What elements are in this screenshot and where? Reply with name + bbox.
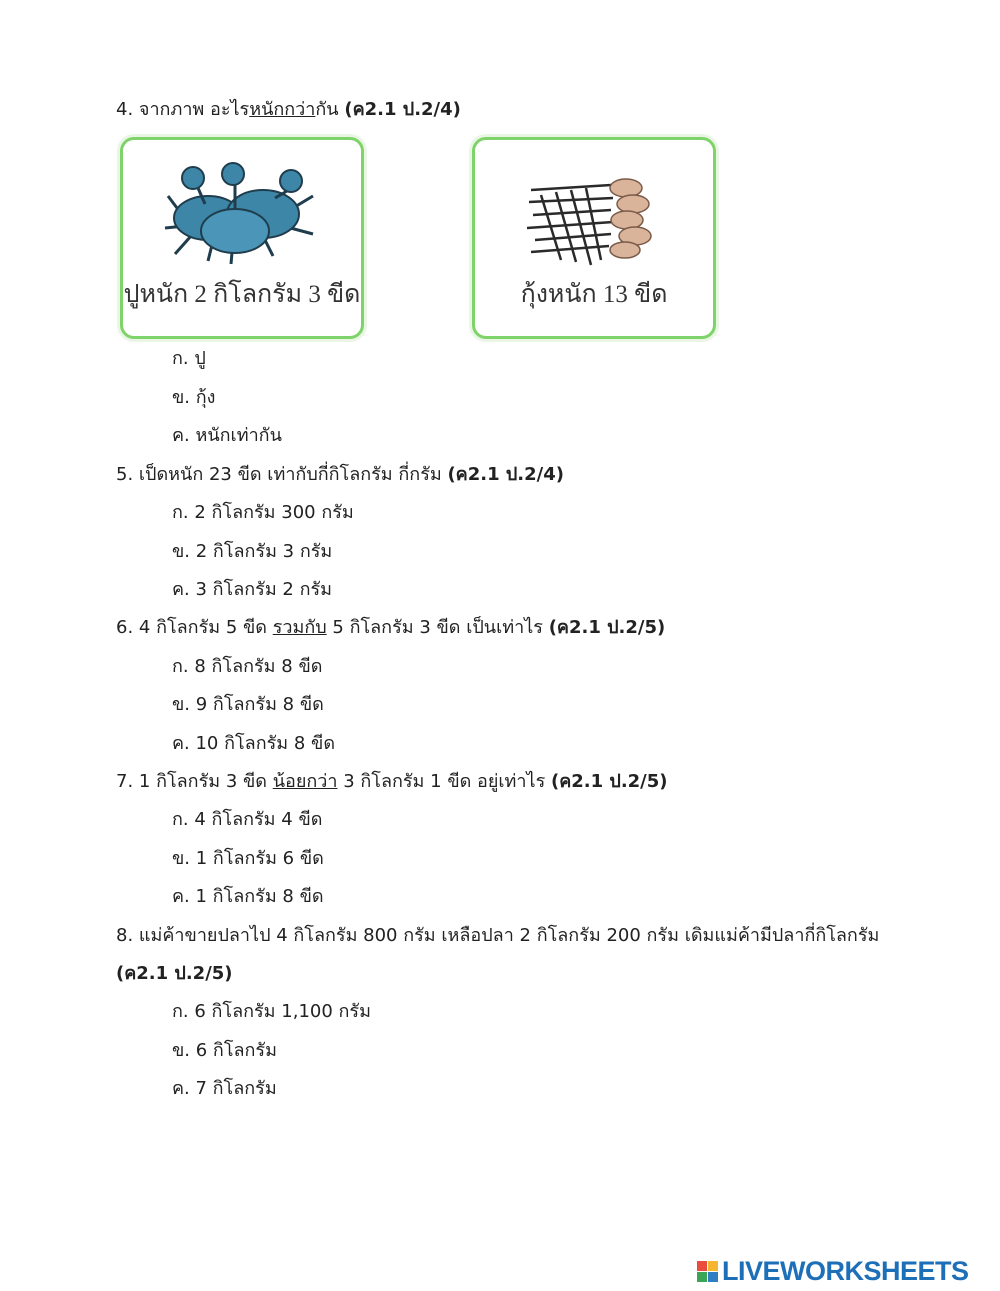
option: ค. หนักเท่ากัน xyxy=(172,425,282,446)
option: ข. 9 กิโลกรัม 8 ขีด xyxy=(172,694,324,715)
shrimp-icon xyxy=(521,170,671,270)
question-4-ref: (ค2.1 ป.2/4) xyxy=(344,99,461,120)
option: ค. 3 กิโลกรัม 2 กรัม xyxy=(172,579,333,600)
crab-icon xyxy=(163,156,323,266)
crab-caption: ปูหนัก 2 กิโลกรัม 3 ขีด xyxy=(123,281,361,308)
question-5 xyxy=(116,463,564,487)
logo-text: LIVEWORKSHEETS xyxy=(722,1255,969,1286)
question-7-underlined: น้อยกว่า xyxy=(272,771,338,792)
option: ค. 1 กิโลกรัม 8 ขีด xyxy=(172,886,324,907)
question-6-underlined: รวมกับ xyxy=(272,617,327,638)
question-4 xyxy=(116,98,461,122)
option: ก. 8 กิโลกรัม 8 ขีด xyxy=(172,656,323,677)
crab-card xyxy=(120,137,364,339)
logo-mark-icon xyxy=(697,1261,718,1282)
question-4-underlined: หนักกว่า xyxy=(249,99,316,120)
question-7-text: 7. 1 กิโลกรัม 3 ขีด xyxy=(116,771,273,792)
question-6-text: 6. 4 กิโลกรัม 5 ขีด xyxy=(116,617,273,638)
option: ข. 6 กิโลกรัม xyxy=(172,1040,277,1061)
question-5-ref: (ค2.1 ป.2/4) xyxy=(447,464,564,485)
option: ค. 10 กิโลกรัม 8 ขีด xyxy=(172,733,336,754)
option: ข. กุ้ง xyxy=(172,387,216,408)
option: ข. 2 กิโลกรัม 3 กรัม xyxy=(172,541,333,562)
shrimp-caption: กุ้งหนัก 13 ขีด xyxy=(520,281,668,308)
question-4-text: 4. จากภาพ อะไร xyxy=(116,99,250,120)
question-8-ref: (ค2.1 ป.2/5) xyxy=(116,963,233,984)
question-7-ref: (ค2.1 ป.2/5) xyxy=(550,771,668,792)
option: ค. 7 กิโลกรัม xyxy=(172,1078,277,1099)
liveworksheets-logo xyxy=(697,1256,969,1286)
question-4-text-end: กัน xyxy=(315,99,345,120)
question-5-text: 5. เป็ดหนัก 23 ขีด เท่ากับกี่กิโลกรัม กี่กรัม xyxy=(116,464,448,485)
question-6-text-end: 5 กิโลกรัม 3 ขีด เป็นเท่าไร xyxy=(326,617,549,638)
question-6 xyxy=(116,616,665,640)
option: ก. 4 กิโลกรัม 4 ขีด xyxy=(172,809,323,830)
question-8: 8. แม่ค้าขายปลาไป 4 กิโลกรัม 800 กรัม เหลือปลา 2 กิโลกรัม 200 กรัม เดิมแม่ค้ามีปลากี่กิโลกรัม xyxy=(116,925,880,946)
question-7-text-end: 3 กิโลกรัม 1 ขีด อยู่เท่าไร xyxy=(337,771,551,792)
shrimp-card xyxy=(472,137,716,339)
option: ก. 6 กิโลกรัม 1,100 กรัม xyxy=(172,1001,371,1022)
option: ก. 2 กิโลกรัม 300 กรัม xyxy=(172,502,354,523)
question-6-ref: (ค2.1 ป.2/5) xyxy=(548,617,666,638)
question-7 xyxy=(116,770,668,794)
option: ข. 1 กิโลกรัม 6 ขีด xyxy=(172,848,324,869)
option: ก. ปู xyxy=(172,348,206,369)
